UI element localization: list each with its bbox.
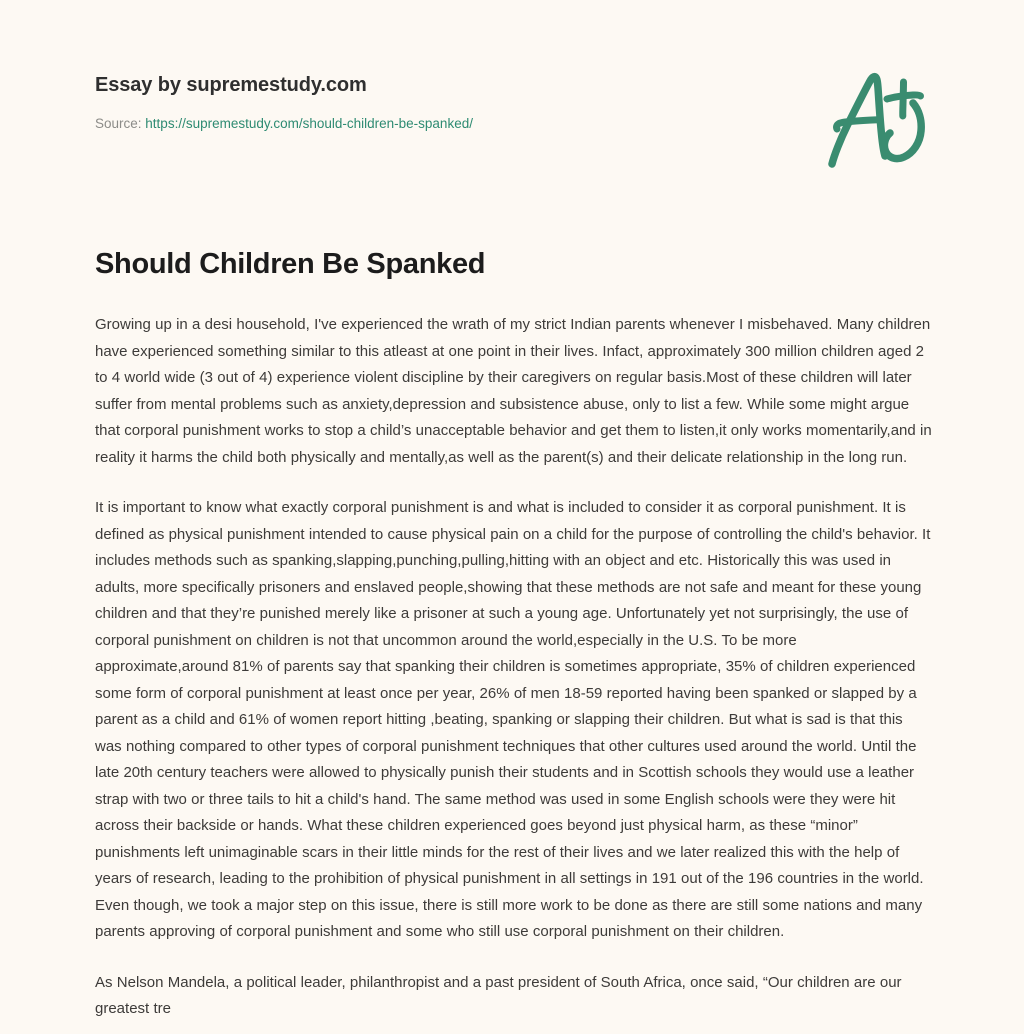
document-header <box>95 70 944 180</box>
source-url-link[interactable]: https://supremestudy.com/should-children-be-spanked/ <box>145 116 473 131</box>
paragraph: It is important to know what exactly corporal punishment is and what is included to consider it as corporal punishment. It is defined as physical punishment intended to cause physical pain on a child for the purpose of controlling the child's behavior. It includes methods such as spanking,slapping,punching,pulling,hitting with an object and etc. Historically this was used in adults, more specifically prisoners and enslaved people,showing that these methods are not safe and meant for these young children and that they’re punished merely like a prisoner at such a young age. Unfortunately yet not surprisingly, the use of corporal punishment on children is not that uncommon around the world,especially in the U.S. To be more approximate,around 81% of parents say that spanking their children is sometimes appropriate, 35% of children experienced some form of corporal punishment at least once per year, 26% of men 18-59 reported having been spanked or slapped by a parent as a child and 61% of women report hitting ,beating, spanking or slapping their children. But what is sad is that this was nothing compared to other types of corporal punishment techniques that other cultures used around the world. Until the late 20th century teachers were allowed to physically punish their students and in Scottish schools they would use a leather strap with two or three tails to hit a child's hand. The same method was used in some English schools were they were hit across their backside or hands. What these children experienced goes beyond just physical harm, as these “minor” punishments left unimaginable scars in their little minds for the rest of their lives and we later realized this with the help of years of research, leading to the prohibition of physical punishment in all settings in 191 out of the 196 countries in the world. Even though, we took a major step on this issue, there is still more work to be done as there are still some nations and many parents approving of corporal punishment and some who still use corporal punishment on their children. <box>95 499 931 940</box>
page-title: Should Children Be Spanked <box>95 248 486 280</box>
paragraph: Growing up in a desi household, I've experienced the wrath of my strict Indian parents whenever I misbehaved. Many children have experienced something similar to this atleast at one point in their lives. Infact, approximately 300 million children aged 2 to 4 world wide (3 out of 4) experience violent discipline by their caregivers on regular basis.Most of these children will later suffer from mental problems such as anxiety,depression and subsistence abuse, only to list a few. While some might argue that corporal punishment works to stop a child’s unacceptable behavior and get them to listen,it only works momentarily,and in reality it harms the child both physically and mentally,as well as the parent(s) and their delicate relationship in the long run. <box>95 316 932 466</box>
essay-body <box>95 312 933 1023</box>
paragraph: As Nelson Mandela, a political leader, philanthropist and a past president of South Africa, once said, “Our children are our greatest tre <box>95 973 902 1017</box>
source-label: Source: <box>95 116 142 131</box>
byline: Essay by supremestudy.com <box>95 74 367 96</box>
source-row <box>95 115 944 133</box>
